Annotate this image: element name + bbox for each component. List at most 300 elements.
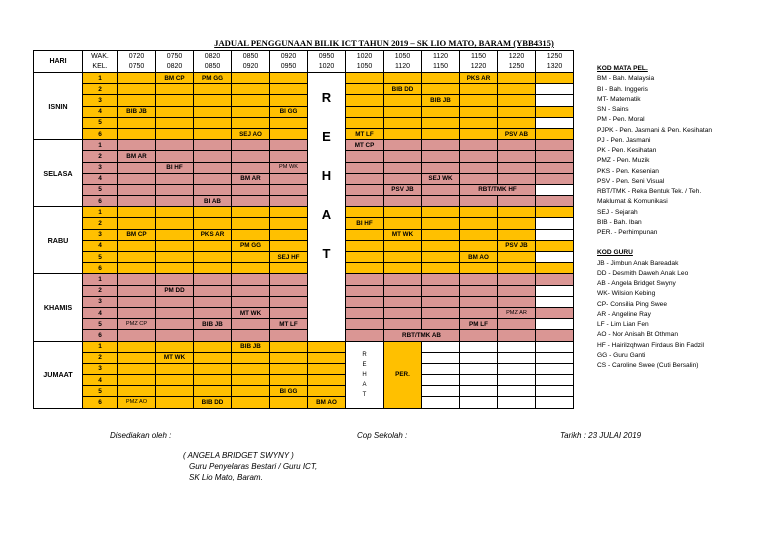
timetable-cell: [536, 274, 574, 285]
timetable-cell: [384, 274, 422, 285]
timetable-cell: [156, 106, 194, 117]
subject-code-item: Maklumat & Komunikasi: [597, 198, 668, 206]
timetable-row: [34, 196, 574, 207]
timetable-cell: [232, 397, 270, 408]
timetable-cell: [384, 106, 422, 117]
timetable-cell: [194, 252, 232, 263]
timetable-cell: [460, 263, 498, 274]
timetable-cell: [498, 363, 536, 374]
timetable-cell: [346, 151, 384, 162]
timetable-cell: [460, 106, 498, 117]
slot-end-time: 1150: [422, 62, 460, 73]
slot-start-time: 0920: [270, 51, 308, 62]
timetable-cell: BIB JB: [194, 319, 232, 330]
period-number: 5: [83, 252, 118, 263]
timetable-cell: [422, 196, 460, 207]
timetable-cell: [498, 95, 536, 106]
timetable-cell: [270, 184, 308, 195]
timetable-row: [34, 330, 574, 341]
timetable-cell: [156, 173, 194, 184]
timetable-cell: [460, 363, 498, 374]
period-number: 2: [83, 84, 118, 95]
timetable-cell: [118, 307, 156, 318]
slot-start-time: 0950: [308, 51, 346, 62]
timetable-cell: [118, 73, 156, 84]
timetable-cell: [422, 397, 460, 408]
timetable-cell: [460, 330, 498, 341]
timetable-cell: [536, 173, 574, 184]
timetable-cell: BM AR: [118, 151, 156, 162]
timetable-cell: [270, 196, 308, 207]
period-number: 5: [83, 319, 118, 330]
slot-end-time: 1020: [308, 62, 346, 73]
timetable-cell: SEJ AO: [232, 128, 270, 139]
timetable-cell: [422, 128, 460, 139]
timetable-cell: [194, 84, 232, 95]
timetable-row: [34, 128, 574, 139]
rehat-letter: A: [362, 381, 367, 388]
timetable-cell: [498, 319, 536, 330]
timetable-cell: [194, 162, 232, 173]
timetable-cell: BI AB: [194, 196, 232, 207]
timetable-cell: [232, 140, 270, 151]
teacher-code-item: JB - Jimbun Anak Bareadak: [597, 259, 679, 267]
timetable-cell: [384, 117, 422, 128]
timetable-cell: [498, 173, 536, 184]
period-number: 1: [83, 274, 118, 285]
teacher-code-item: CS - Caroline Swee (Cuti Bersalin): [597, 362, 699, 369]
timetable-cell: [498, 397, 536, 408]
timetable-cell: [270, 128, 308, 139]
timetable-cell: [422, 375, 460, 386]
timetable-cell: [156, 341, 194, 352]
timetable-cell: [232, 73, 270, 84]
timetable-cell: MT LF: [346, 128, 384, 139]
timetable-cell: [232, 375, 270, 386]
timetable-cell: [422, 240, 460, 251]
slot-start-time: 0750: [156, 51, 194, 62]
timetable-cell: [194, 341, 232, 352]
timetable-cell: [460, 151, 498, 162]
timetable-cell: [270, 173, 308, 184]
rehat-letter: R: [321, 90, 332, 105]
timetable-cell: [422, 106, 460, 117]
teacher-code-item: AO - Nor Anisah Bt Othman: [597, 331, 678, 339]
timetable-cell: [498, 140, 536, 151]
timetable-row: [34, 84, 574, 95]
timetable-cell: [536, 128, 574, 139]
timetable-cell: [460, 140, 498, 151]
timetable-cell: [384, 252, 422, 263]
timetable-cell: [194, 363, 232, 374]
subject-code-item: BM - Bah. Malaysia: [597, 75, 655, 83]
day-label: RABU: [34, 207, 83, 274]
timetable-cell: BI HF: [346, 218, 384, 229]
timetable-cell: [118, 218, 156, 229]
timetable-cell: [346, 106, 384, 117]
timetable-cell: [118, 285, 156, 296]
timetable-cell: [460, 375, 498, 386]
timetable-cell: [194, 173, 232, 184]
timetable-cell: [498, 73, 536, 84]
period-number: 4: [83, 106, 118, 117]
timetable-cell: SEJ WK: [422, 173, 460, 184]
date-label: Tarikh : 23 JULAI 2019: [560, 431, 642, 440]
timetable-row: [34, 229, 574, 240]
timetable-cell: [270, 140, 308, 151]
perhimpunan-cell: PER.: [384, 341, 422, 408]
timetable-cell: [536, 229, 574, 240]
timetable-row: [34, 218, 574, 229]
timetable-cell: [156, 363, 194, 374]
timetable-cell: [460, 162, 498, 173]
period-number: 5: [83, 117, 118, 128]
slot-start-time: 1020: [346, 51, 384, 62]
day-label: ISNIN: [34, 73, 83, 140]
subject-code-item: SN - Sains: [597, 106, 629, 113]
slot-start-time: 1120: [422, 51, 460, 62]
period-number: 3: [83, 95, 118, 106]
period-number: 3: [83, 363, 118, 374]
timetable-cell: [536, 117, 574, 128]
timetable-cell: [308, 363, 346, 374]
timetable-cell: [194, 184, 232, 195]
timetable-cell: [536, 375, 574, 386]
timetable-cell: [270, 84, 308, 95]
timetable-cell: [460, 173, 498, 184]
timetable-cell: [270, 218, 308, 229]
timetable-cell: [156, 140, 194, 151]
subject-code-item: MT- Matematik: [597, 95, 641, 103]
timetable-cell: [422, 386, 460, 397]
timetable-cell: [156, 128, 194, 139]
timetable-cell: [460, 95, 498, 106]
subject-code-item: PK - Pen. Kesihatan: [597, 147, 657, 154]
slot-end-time: 0950: [270, 62, 308, 73]
timetable-cell: [118, 240, 156, 251]
timetable-cell: [118, 352, 156, 363]
timetable-cell: [346, 162, 384, 173]
timetable-cell: [498, 274, 536, 285]
timetable-cell: [270, 330, 308, 341]
period-number: 2: [83, 352, 118, 363]
timetable-cell: [422, 307, 460, 318]
rehat-letter: T: [322, 246, 331, 261]
timetable-cell: [536, 73, 574, 84]
timetable-cell: [346, 330, 384, 341]
timetable-cell: [270, 285, 308, 296]
teacher-code-item: HF - Hairilzqhwan Firdaus Bin Fadzil: [597, 341, 704, 349]
timetable-cell: RBT/TMK AB: [384, 330, 460, 341]
timetable-cell: [346, 252, 384, 263]
timetable-cell: [536, 386, 574, 397]
timetable-cell: [422, 84, 460, 95]
slot-end-time: 0750: [118, 62, 156, 73]
timetable-cell: [498, 330, 536, 341]
timetable-cell: [422, 274, 460, 285]
timetable-cell: [498, 218, 536, 229]
timetable-cell: [384, 128, 422, 139]
timetable-cell: [156, 184, 194, 195]
timetable-cell: [194, 240, 232, 251]
timetable-cell: [346, 117, 384, 128]
timetable-row: [34, 207, 574, 218]
timetable-cell: [156, 240, 194, 251]
rehat-break-column: [308, 73, 346, 342]
timetable-cell: [346, 84, 384, 95]
timetable-cell: [232, 252, 270, 263]
timetable-cell: [194, 307, 232, 318]
period-number: 3: [83, 229, 118, 240]
timetable-cell: [194, 95, 232, 106]
timetable-cell: [232, 330, 270, 341]
timetable-cell: [460, 128, 498, 139]
slot-end-time: 0920: [232, 62, 270, 73]
timetable-cell: [156, 263, 194, 274]
slot-start-time: 0850: [232, 51, 270, 62]
timetable-cell: [346, 184, 384, 195]
timetable-cell: [156, 307, 194, 318]
timetable-cell: MT CP: [346, 140, 384, 151]
rehat-letter: H: [321, 168, 332, 183]
timetable-cell: [156, 375, 194, 386]
timetable-cell: [270, 240, 308, 251]
timetable-cell: [384, 285, 422, 296]
subject-code-item: RBT/TMK - Reka Bentuk Tek. / Teh.: [597, 188, 702, 195]
day-label: SELASA: [34, 140, 83, 207]
timetable-cell: MT WK: [232, 307, 270, 318]
timetable-cell: [346, 263, 384, 274]
timetable-cell: [498, 196, 536, 207]
timetable-cell: [270, 151, 308, 162]
rehat-letter: T: [362, 391, 367, 398]
subject-code-item: PKS - Pen. Kesenian: [597, 167, 659, 175]
teacher-code-item: WK- Wilsion Kebing: [597, 290, 656, 298]
school-stamp-label: Cop Sekolah :: [357, 431, 408, 440]
timetable-cell: [460, 307, 498, 318]
timetable-cell: [536, 319, 574, 330]
timetable-cell: [536, 184, 574, 195]
timetable-row: [34, 95, 574, 106]
preparer-role: Guru Penyelaras Bestari / Guru ICT,: [189, 462, 318, 471]
timetable-cell: [308, 352, 346, 363]
timetable-cell: [460, 296, 498, 307]
timetable-row: [34, 386, 574, 397]
timetable-cell: [384, 196, 422, 207]
timetable-cell: [270, 263, 308, 274]
period-number: 4: [83, 307, 118, 318]
timetable-cell: [536, 330, 574, 341]
subject-code-item: BI - Bah. Inggeris: [597, 85, 648, 93]
timetable-cell: [232, 162, 270, 173]
timetable-cell: [498, 207, 536, 218]
timetable-cell: [194, 296, 232, 307]
timetable-cell: [536, 84, 574, 95]
timetable-cell: [384, 140, 422, 151]
timetable-cell: [232, 363, 270, 374]
slot-start-time: 1050: [384, 51, 422, 62]
timetable-cell: [232, 151, 270, 162]
timetable-cell: [156, 84, 194, 95]
timetable-cell: [422, 73, 460, 84]
timetable-cell: [460, 397, 498, 408]
period-number: 1: [83, 207, 118, 218]
slot-end-time: 1050: [346, 62, 384, 73]
timetable-cell: [232, 95, 270, 106]
teacher-codes-heading: KOD GURU: [597, 249, 633, 257]
period-number: 6: [83, 128, 118, 139]
subject-code-item: PER. - Perhimpunan: [597, 229, 658, 236]
timetable-cell: BIB DD: [194, 397, 232, 408]
timetable-cell: [270, 274, 308, 285]
slot-end-time: 1250: [498, 62, 536, 73]
timetable-cell: [156, 196, 194, 207]
timetable-cell: [194, 151, 232, 162]
timetable-row: [34, 296, 574, 307]
period-number: 2: [83, 151, 118, 162]
timetable-cell: [308, 386, 346, 397]
timetable-cell: [498, 296, 536, 307]
timetable-cell: [460, 341, 498, 352]
timetable-cell: [498, 252, 536, 263]
timetable-title: JADUAL PENGGUNAAN BILIK ICT TAHUN 2019 – SK LIO MATO, BARAM (YBB4315): [214, 38, 554, 48]
period-number: 6: [83, 330, 118, 341]
timetable-cell: [232, 263, 270, 274]
period-number: 6: [83, 397, 118, 408]
timetable-row: [34, 240, 574, 251]
timetable-cell: [460, 386, 498, 397]
teacher-code-item: GG - Guru Ganti: [597, 351, 646, 359]
timetable-cell: [536, 285, 574, 296]
header-hari: HARI: [34, 51, 83, 73]
timetable-cell: [422, 229, 460, 240]
subject-code-item: PMZ - Pen. Muzik: [597, 157, 650, 165]
timetable-cell: BI HF: [156, 162, 194, 173]
timetable-cell: PSV JB: [498, 240, 536, 251]
slot-end-time: 1320: [536, 62, 574, 73]
period-number: 4: [83, 173, 118, 184]
timetable-cell: RBT/TMK HF: [460, 184, 536, 195]
period-number: 3: [83, 162, 118, 173]
timetable-cell: BM AO: [460, 252, 498, 263]
rehat-letter: A: [321, 207, 332, 222]
teacher-code-item: DD - Desmith Daweh Anak Leo: [597, 269, 689, 277]
timetable-cell: [536, 151, 574, 162]
timetable-cell: [384, 307, 422, 318]
timetable-row: [34, 117, 574, 128]
timetable-cell: [346, 285, 384, 296]
timetable-cell: [232, 386, 270, 397]
timetable-row: [34, 363, 574, 374]
period-number: 4: [83, 375, 118, 386]
timetable-cell: [118, 162, 156, 173]
timetable-cell: [156, 252, 194, 263]
timetable-cell: [308, 341, 346, 352]
timetable-cell: [460, 274, 498, 285]
timetable-cell: [194, 218, 232, 229]
period-number: 1: [83, 140, 118, 151]
timetable-cell: [498, 162, 536, 173]
timetable-cell: [384, 207, 422, 218]
timetable-cell: [384, 240, 422, 251]
timetable-cell: [536, 263, 574, 274]
timetable-cell: PM LF: [460, 319, 498, 330]
timetable-row: [34, 106, 574, 117]
timetable-cell: [536, 162, 574, 173]
timetable-cell: [270, 352, 308, 363]
timetable-cell: [194, 274, 232, 285]
timetable-cell: BM CP: [156, 73, 194, 84]
timetable-cell: [536, 352, 574, 363]
timetable-cell: BM AO: [308, 397, 346, 408]
day-label: JUMAAT: [34, 341, 83, 408]
timetable-cell: [118, 196, 156, 207]
rehat-letter: R: [362, 351, 367, 358]
timetable-cell: [118, 184, 156, 195]
timetable-cell: [118, 341, 156, 352]
timetable-row: [34, 173, 574, 184]
timetable-cell: [384, 95, 422, 106]
slot-end-time: 1120: [384, 62, 422, 73]
timetable-cell: [118, 330, 156, 341]
timetable-cell: [270, 296, 308, 307]
timetable-cell: [536, 218, 574, 229]
timetable-cell: [232, 285, 270, 296]
timetable-cell: [156, 229, 194, 240]
timetable-cell: [270, 341, 308, 352]
slot-start-time: 1220: [498, 51, 536, 62]
timetable-row: [34, 397, 574, 408]
period-number: 1: [83, 73, 118, 84]
subject-code-item: PJ - Pen. Jasmani: [597, 136, 651, 144]
timetable-cell: [384, 218, 422, 229]
subject-code-item: SEJ - Sejarah: [597, 208, 638, 216]
period-number: 5: [83, 386, 118, 397]
timetable-cell: BI GG: [270, 106, 308, 117]
timetable-cell: [270, 229, 308, 240]
rehat-letter: H: [362, 371, 367, 378]
timetable-row: [34, 307, 574, 318]
timetable-cell: [536, 207, 574, 218]
timetable-cell: [156, 397, 194, 408]
timetable-cell: [194, 285, 232, 296]
timetable-cell: [498, 375, 536, 386]
timetable-cell: [346, 296, 384, 307]
timetable-cell: [346, 196, 384, 207]
timetable-cell: [460, 117, 498, 128]
timetable-cell: BIB JB: [422, 95, 460, 106]
timetable-cell: [118, 263, 156, 274]
timetable-cell: [194, 330, 232, 341]
timetable-cell: [232, 274, 270, 285]
timetable-cell: [118, 252, 156, 263]
timetable-cell: [498, 106, 536, 117]
timetable-cell: [536, 240, 574, 251]
timetable-cell: [232, 352, 270, 363]
timetable-cell: [156, 207, 194, 218]
timetable-cell: [460, 207, 498, 218]
timetable-cell: [422, 218, 460, 229]
timetable-cell: [232, 319, 270, 330]
teacher-code-item: AB - Angela Bridget Swyny: [597, 280, 676, 287]
timetable-cell: [270, 397, 308, 408]
timetable-row: [34, 341, 574, 352]
timetable-cell: MT WK: [156, 352, 194, 363]
timetable-cell: [422, 341, 460, 352]
period-number: 6: [83, 196, 118, 207]
header-kel: KEL.: [83, 62, 118, 73]
timetable-cell: [118, 375, 156, 386]
